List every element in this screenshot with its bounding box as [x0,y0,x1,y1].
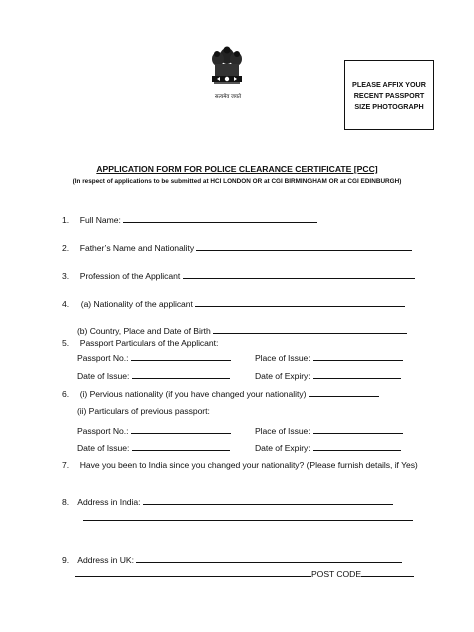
field-previous-nationality [62,388,379,400]
field-label: Passport No.: [77,426,129,436]
q6-place-of-issue-line[interactable] [313,425,403,434]
address-uk-line-2[interactable] [75,568,311,577]
field-nationality [62,298,405,310]
q5-passport-no-line[interactable] [131,352,231,361]
field-label: Passport No.: [77,353,129,363]
field-q5-date-of-issue [77,370,230,382]
field-label: Place of Issue: [255,426,311,436]
field-q6-date-of-expiry [255,442,401,454]
field-label: Place of Issue: [255,353,311,363]
field-label: Full Name: [79,215,121,225]
photo-box-line-3: SIZE PHOTOGRAPH [354,101,424,111]
full-name-line[interactable] [123,214,317,223]
field-label: Have you been to India since you changed your nationality? (Please furnish details, if Yes) [79,460,418,470]
photo-box-line-1: PLEASE AFFIX YOUR [352,79,426,89]
field-address-uk [62,554,402,566]
photo-box-line-2: RECENT PASSPORT [353,90,425,100]
field-number: 6. [62,389,70,399]
field-q6-date-of-issue [77,442,230,454]
field-fathers-name [62,242,412,254]
field-q6-place-of-issue [255,425,403,437]
field-q6-passport-no [77,425,231,437]
field-number: 2. [62,243,70,253]
field-label: Date of Issue: [77,443,130,453]
photo-placeholder-box [344,60,434,130]
field-q5-date-of-expiry [255,370,401,382]
field-full-name [62,214,317,226]
q5-date-of-issue-line[interactable] [132,370,230,379]
field-label: Passport Particulars of the Applicant: [79,338,219,348]
field-label: (i) Pervious nationality (if you have changed your nationality) [79,389,307,399]
field-label: Date of Expiry: [255,371,311,381]
form-title: APPLICATION FORM FOR POLICE CLEARANCE CERTIFICATE [PCC] [96,164,378,174]
field-previous-passport [77,406,210,417]
field-number: 7. [62,460,70,470]
field-label: Father’s Name and Nationality [79,243,195,253]
q5-place-of-issue-line[interactable] [313,352,403,361]
field-number: 1. [62,215,70,225]
field-number: 8. [62,497,70,507]
form-subtitle: (In respect of applications to be submitted at HCI LONDON OR at CGI BIRMINGHAM OR at CGI EDINBURGH) [72,178,402,185]
field-number: 3. [62,271,70,281]
nationality-line[interactable] [195,298,405,307]
field-visited-india [62,460,418,471]
q6-date-of-issue-line[interactable] [132,442,230,451]
address-india-line-2[interactable] [83,512,413,521]
field-q5-passport-no [77,352,231,364]
field-number: 4. [62,299,70,309]
field-address-uk-postcode-row [75,568,414,580]
q6-date-of-expiry-line[interactable] [313,442,401,451]
field-label: (b) Country, Place and Date of Birth [77,326,211,336]
field-label: Date of Expiry: [255,443,311,453]
field-birth-details [77,325,407,337]
post-code-label: POST CODE [311,569,362,579]
profession-line[interactable] [183,270,415,279]
previous-nationality-line[interactable] [309,388,379,397]
address-uk-line-1[interactable] [136,554,402,563]
q5-date-of-expiry-line[interactable] [313,370,401,379]
field-number: 5. [62,338,70,348]
q6-passport-no-line[interactable] [131,425,231,434]
field-address-india [62,496,393,508]
birth-details-line[interactable] [213,325,407,334]
field-label: Address in UK: [77,555,134,565]
address-india-line-1[interactable] [143,496,393,505]
post-code-line[interactable] [361,568,414,577]
field-passport-particulars [62,338,218,349]
field-q5-place-of-issue [255,352,403,364]
fathers-name-line[interactable] [196,242,412,251]
field-profession [62,270,415,282]
field-label: Address in India: [77,497,141,507]
field-label: (ii) Particulars of previous passport: [77,406,210,416]
field-label: (a) Nationality of the applicant [80,299,193,309]
field-label: Date of Issue: [77,371,130,381]
emblem-motto: सत्यमेव जयते [214,94,242,100]
field-label: Profession of the Applicant [79,271,181,281]
field-number: 9. [62,555,70,565]
